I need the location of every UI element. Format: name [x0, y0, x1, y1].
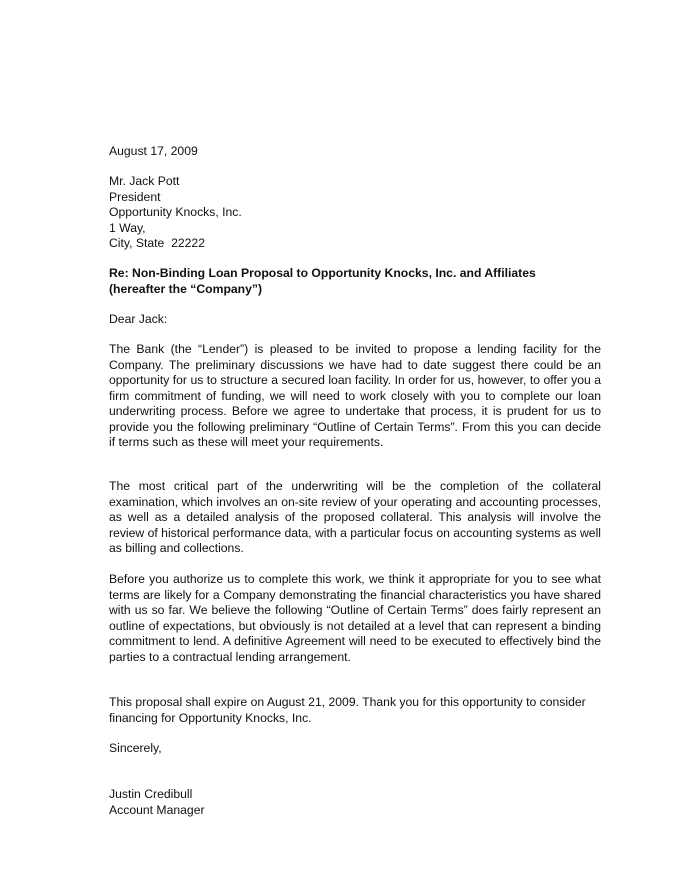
- recipient-title: President: [109, 189, 161, 204]
- body-paragraph-1: The Bank (the “Lender”) is pleased to be invited to propose a lending facility for the Company. The preliminary discussions we have had to date suggest there could be an opportunity for us to structure a secured loan facility. In order for us, however, to offer you a firm commitment of funding, we will need to work closely with you to complete our loan underwriting process. Before we agree to undertake that process, it is prudent for us to provide you the following preliminary “Outline of Certain Terms”. From this you can decide if terms such as these will meet your requirements.: [109, 342, 601, 449]
- letter-date: August 17, 2009: [109, 144, 198, 158]
- signature-block: [109, 787, 601, 818]
- body-paragraph-2: The most critical part of the underwriting will be the completion of the collateral examination, which involves an on-site review of your operating and accounting processes, as well as a detailed analysis of the proposed collateral. This analysis will involve the review of historical performance data, with a particular focus on accounting systems as well as billing and collections.: [109, 479, 601, 555]
- subject-line: [109, 266, 601, 297]
- subject-line-1: Re: Non-Binding Loan Proposal to Opportunity Knocks, Inc. and Affiliates: [109, 266, 536, 280]
- salutation: Dear Jack:: [109, 312, 168, 326]
- body-paragraph-3: Before you authorize us to complete this work, we think it appropriate for you to see what terms are likely for a Company demonstrating the financial characteristics you have shared with us so far. We believe the following “Outline of Certain Terms” does fairly represent an outline of expectations, but obviously is not detailed at a level that can represent a binding commitment to lend. A definitive Agreement will need to be executed to effectively bind the parties to a contractual lending arrangement.: [109, 572, 601, 664]
- signer-title: Account Manager: [109, 802, 205, 817]
- recipient-city-state-zip: City, State 22222: [109, 236, 205, 250]
- body-paragraph-4: This proposal shall expire on August 21, 2009. Thank you for this opportunity to consider financing for Opportunity Knocks, Inc.: [109, 695, 586, 725]
- recipient-street: 1 Way,: [109, 220, 146, 235]
- recipient-name: Mr. Jack Pott: [109, 174, 180, 188]
- recipient-address: [109, 174, 601, 252]
- recipient-company: Opportunity Knocks, Inc.: [109, 205, 242, 219]
- subject-line-2: (hereafter the “Company”): [109, 281, 263, 296]
- closing: Sincerely,: [109, 741, 162, 755]
- signer-name: Justin Credibull: [109, 787, 193, 801]
